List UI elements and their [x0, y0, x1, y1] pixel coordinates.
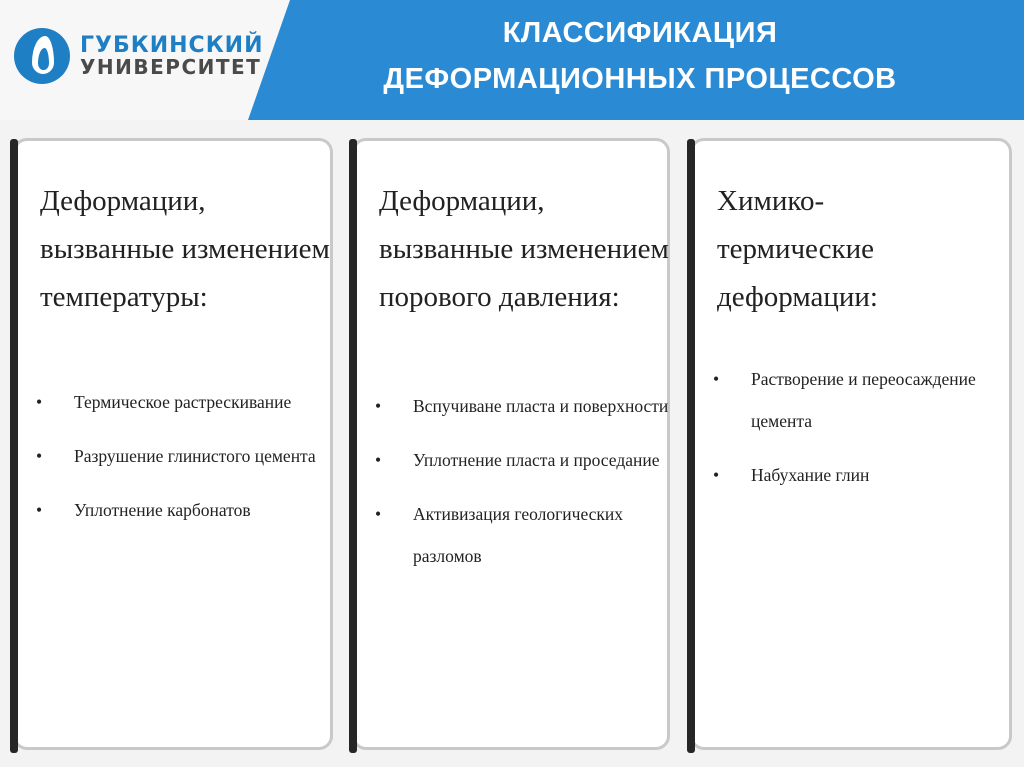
bullet-icon: • — [375, 504, 382, 524]
column-heading: Деформации, вызванные изменением порового давления: — [379, 185, 669, 313]
column-heading: Деформации, вызванные изменением температуры: — [40, 185, 330, 313]
list-item: • Активизация геологических разломов — [375, 493, 675, 577]
bullet-icon: • — [375, 396, 382, 416]
bullet-icon: • — [713, 369, 720, 389]
university-logo — [14, 28, 264, 84]
list-item: • Термическое растрескивание — [36, 381, 336, 423]
column-card-chemical-thermal — [690, 138, 1012, 750]
column-heading: Химико-термические деформации: — [717, 185, 878, 313]
column-card-temperature — [13, 138, 333, 750]
logo-name-line2: УНИВЕРСИТЕТ — [80, 55, 262, 80]
card-accent-bar — [687, 139, 695, 753]
list-item: • Уплотнение карбонатов — [36, 489, 336, 531]
slide-title — [290, 10, 990, 102]
bullet-icon: • — [36, 500, 43, 520]
deformation-list — [375, 385, 675, 589]
bullet-icon: • — [713, 465, 720, 485]
bullet-icon: • — [36, 392, 43, 412]
list-item: • Уплотнение пласта и проседание — [375, 439, 675, 481]
deformation-list — [713, 358, 1003, 508]
card-accent-bar — [349, 139, 357, 753]
card-accent-bar — [10, 139, 18, 753]
title-line1: КЛАССИФИКАЦИЯ — [502, 17, 778, 49]
column-card-pore-pressure — [352, 138, 670, 750]
bullet-icon: • — [375, 450, 382, 470]
title-line2: ДЕФОРМАЦИОННЫХ ПРОЦЕССОВ — [383, 63, 897, 95]
list-item: • Разрушение глинистого цемента — [36, 435, 336, 477]
list-item: • Набухание глин — [713, 454, 1003, 496]
bullet-icon: • — [36, 446, 43, 466]
header-logo-area — [0, 0, 290, 120]
logo-name-line1: ГУБКИНСКИЙ — [80, 32, 264, 58]
deformation-list — [36, 381, 336, 543]
flame-logo-icon — [14, 28, 70, 84]
list-item: • Вспучиване пласта и поверхности — [375, 385, 675, 427]
list-item: • Растворение и переосаждение цемента — [713, 358, 1003, 442]
